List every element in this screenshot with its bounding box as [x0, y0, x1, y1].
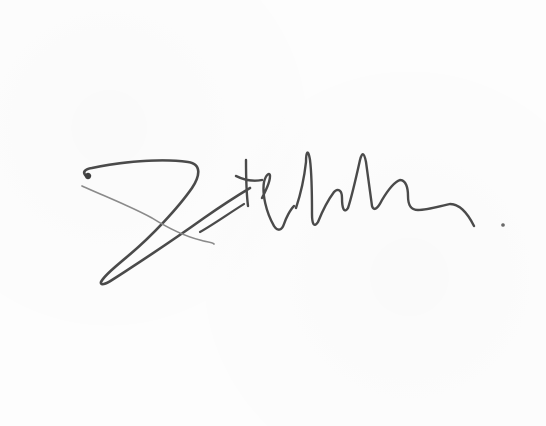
- signature-letter-1: [236, 160, 262, 206]
- signature-period-dot: [501, 223, 505, 227]
- signature-start-dot: [85, 173, 91, 179]
- signature-letter-2: [262, 153, 474, 230]
- signature-crossbar: [200, 204, 244, 232]
- signature-underline-stroke: [82, 186, 214, 244]
- signature-loop-stroke: [84, 160, 250, 284]
